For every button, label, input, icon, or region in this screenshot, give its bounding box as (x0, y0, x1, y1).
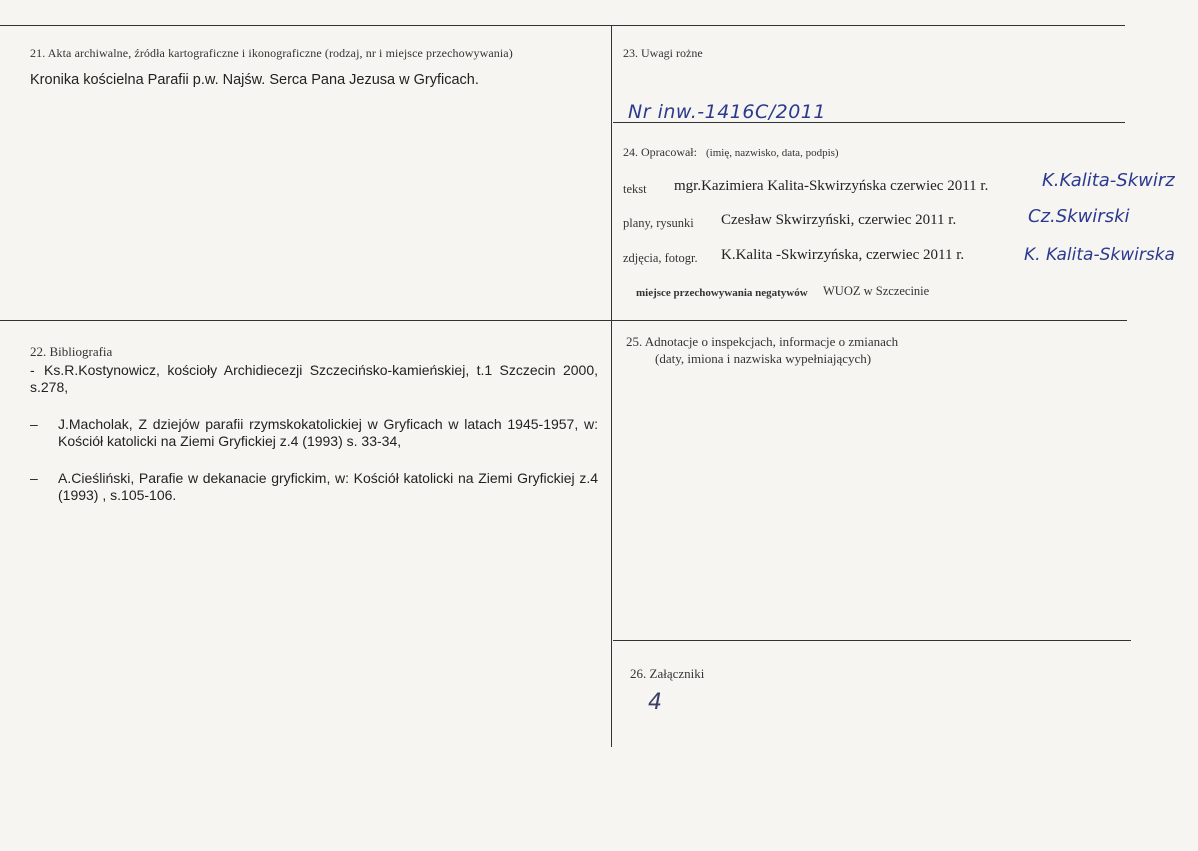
section25-label-continuation: (daty, imiona i nazwiska wypełniających) (655, 351, 872, 366)
signature-plans-author: Cz.Skwirski (1028, 206, 1130, 227)
negatives-label: miejsce przechowywania negatywów (636, 287, 808, 299)
section24-title: 24. Opracował: (623, 145, 697, 159)
section22-label: 22. Bibliografia (30, 344, 113, 359)
bibliography-item-dash: – (30, 416, 38, 432)
section21-label: 21. Akta archiwalne, źródła kartograficzne i ikonograficzne (rodzaj, nr i miejsce przechowywania) (30, 46, 513, 60)
row-plans-label: plany, rysunki (623, 216, 694, 230)
bibliography-item-text: A.Cieśliński, Parafie w dekanacie gryfickim, w: Kościół katolicki na Ziemi Gryfickiej z.4 (1993) , s.105-106. (58, 470, 598, 503)
bibliography-item-text: Ks.R.Kostynowicz, kościoły Archidiecezji Szczecińsko-kamieńskiej, t.1 Szczecin 2000, s.278, (30, 362, 598, 395)
negatives-value: WUOZ w Szczecinie (823, 284, 930, 298)
bibliography-item-text: J.Macholak, Z dziejów parafii rzymskokatolickiej w Gryficach w latach 1945-1957, w: Kościół katolicki na Ziemi Gryfickiej z.4 (1993) s. 33-34, (58, 416, 598, 449)
middle-border (0, 320, 1127, 321)
row-text-value: mgr.Kazimiera Kalita-Skwirzyńska czerwiec 2011 r. (674, 178, 989, 194)
section23-label: 23. Uwagi rożne (623, 46, 703, 60)
section23-handwritten-inventory-number: Nr inw.-1416C/2011 (628, 101, 826, 123)
signature-photos-author: K. Kalita-Skwirska (1024, 245, 1175, 265)
bibliography-item (30, 470, 598, 506)
section26-handwritten-count: 4 (648, 690, 662, 715)
section26-label: 26. Załączniki (630, 666, 705, 681)
row-plans-value: Czesław Skwirzyński, czerwiec 2011 r. (721, 212, 957, 228)
bibliography-item (30, 416, 598, 452)
row-text-label: tekst (623, 182, 647, 196)
column-divider (611, 25, 612, 747)
signature-text-author: K.Kalita-Skwirz (1042, 170, 1175, 191)
bibliography-item-dash: - (30, 362, 35, 378)
section24-label (623, 145, 839, 160)
section24-sublabel: (imię, nazwisko, data, podpis) (705, 147, 839, 159)
bibliography-item (30, 362, 598, 398)
row-photos-value: K.Kalita -Skwirzyńska, czerwiec 2011 r. (721, 247, 965, 263)
section25-label: 25. Adnotacje o inspekcjach, informacje o zmianach (626, 334, 899, 349)
section21-value: Kronika kościelna Parafii p.w. Najśw. Serca Pana Jezusa w Gryficach. (30, 72, 479, 88)
section25-bottom-border (613, 640, 1131, 641)
top-border (0, 25, 1125, 26)
row-photos-label: zdjęcia, fotogr. (623, 251, 698, 265)
bibliography-item-dash: – (30, 470, 38, 486)
